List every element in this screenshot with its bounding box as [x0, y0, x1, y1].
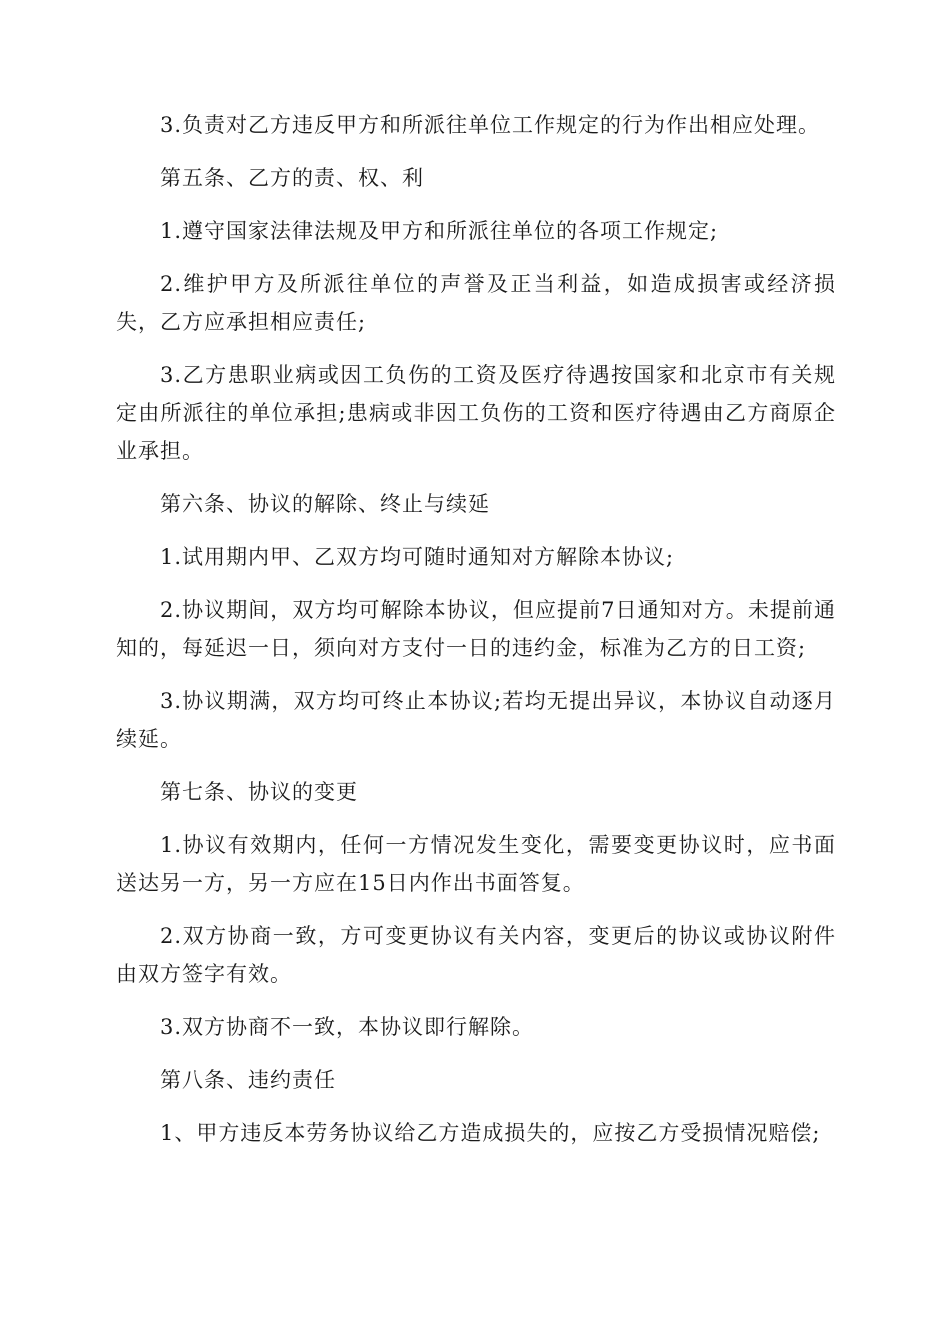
article-8-heading: 第八条、违约责任: [160, 1068, 336, 1092]
clause-paragraph-7-2: 2.双方协商一致，方可变更协议有关内容，变更后的协议或协议附件由双方签字有效。: [116, 924, 836, 986]
clause-paragraph-5-1: 1.遵守国家法律法规及甲方和所派往单位的各项工作规定;: [160, 219, 719, 243]
clause-paragraph-5-2: 2.维护甲方及所派往单位的声誉及正当利益，如造成损害或经济损失，乙方应承担相应责任;: [116, 272, 836, 334]
article-6-heading: 第六条、协议的解除、终止与续延: [160, 492, 490, 516]
clause-paragraph-5-3: 3.乙方患职业病或因工负伤的工资及医疗待遇按国家和北京市有关规定由所派往的单位承担;患病或非因工负伤的工资和医疗待遇由乙方商原企业承担。: [116, 363, 836, 463]
clause-paragraph-7-1: 1.协议有效期内，任何一方情况发生变化，需要变更协议时，应书面送达另一方，另一方应在15日内作出书面答复。: [116, 833, 836, 895]
clause-paragraph-4-3: 3.负责对乙方违反甲方和所派往单位工作规定的行为作出相应处理。: [160, 113, 821, 137]
clause-paragraph-7-3: 3.双方协商不一致，本协议即行解除。: [160, 1015, 535, 1039]
article-5-heading: 第五条、乙方的责、权、利: [160, 166, 424, 190]
document-page: [116, 106, 836, 1167]
article-7-heading: 第七条、协议的变更: [160, 780, 358, 804]
clause-paragraph-6-2: 2.协议期间，双方均可解除本协议，但应提前7日通知对方。未提前通知的，每延迟一日，须向对方支付一日的违约金，标准为乙方的日工资;: [116, 598, 836, 660]
clause-paragraph-6-3: 3.协议期满，双方均可终止本协议;若均无提出异议，本协议自动逐月续延。: [116, 689, 836, 751]
clause-paragraph-6-1: 1.试用期内甲、乙双方均可随时通知对方解除本协议;: [160, 545, 675, 569]
clause-paragraph-8-1: 1、甲方违反本劳务协议给乙方造成损失的，应按乙方受损情况赔偿;: [160, 1121, 821, 1145]
